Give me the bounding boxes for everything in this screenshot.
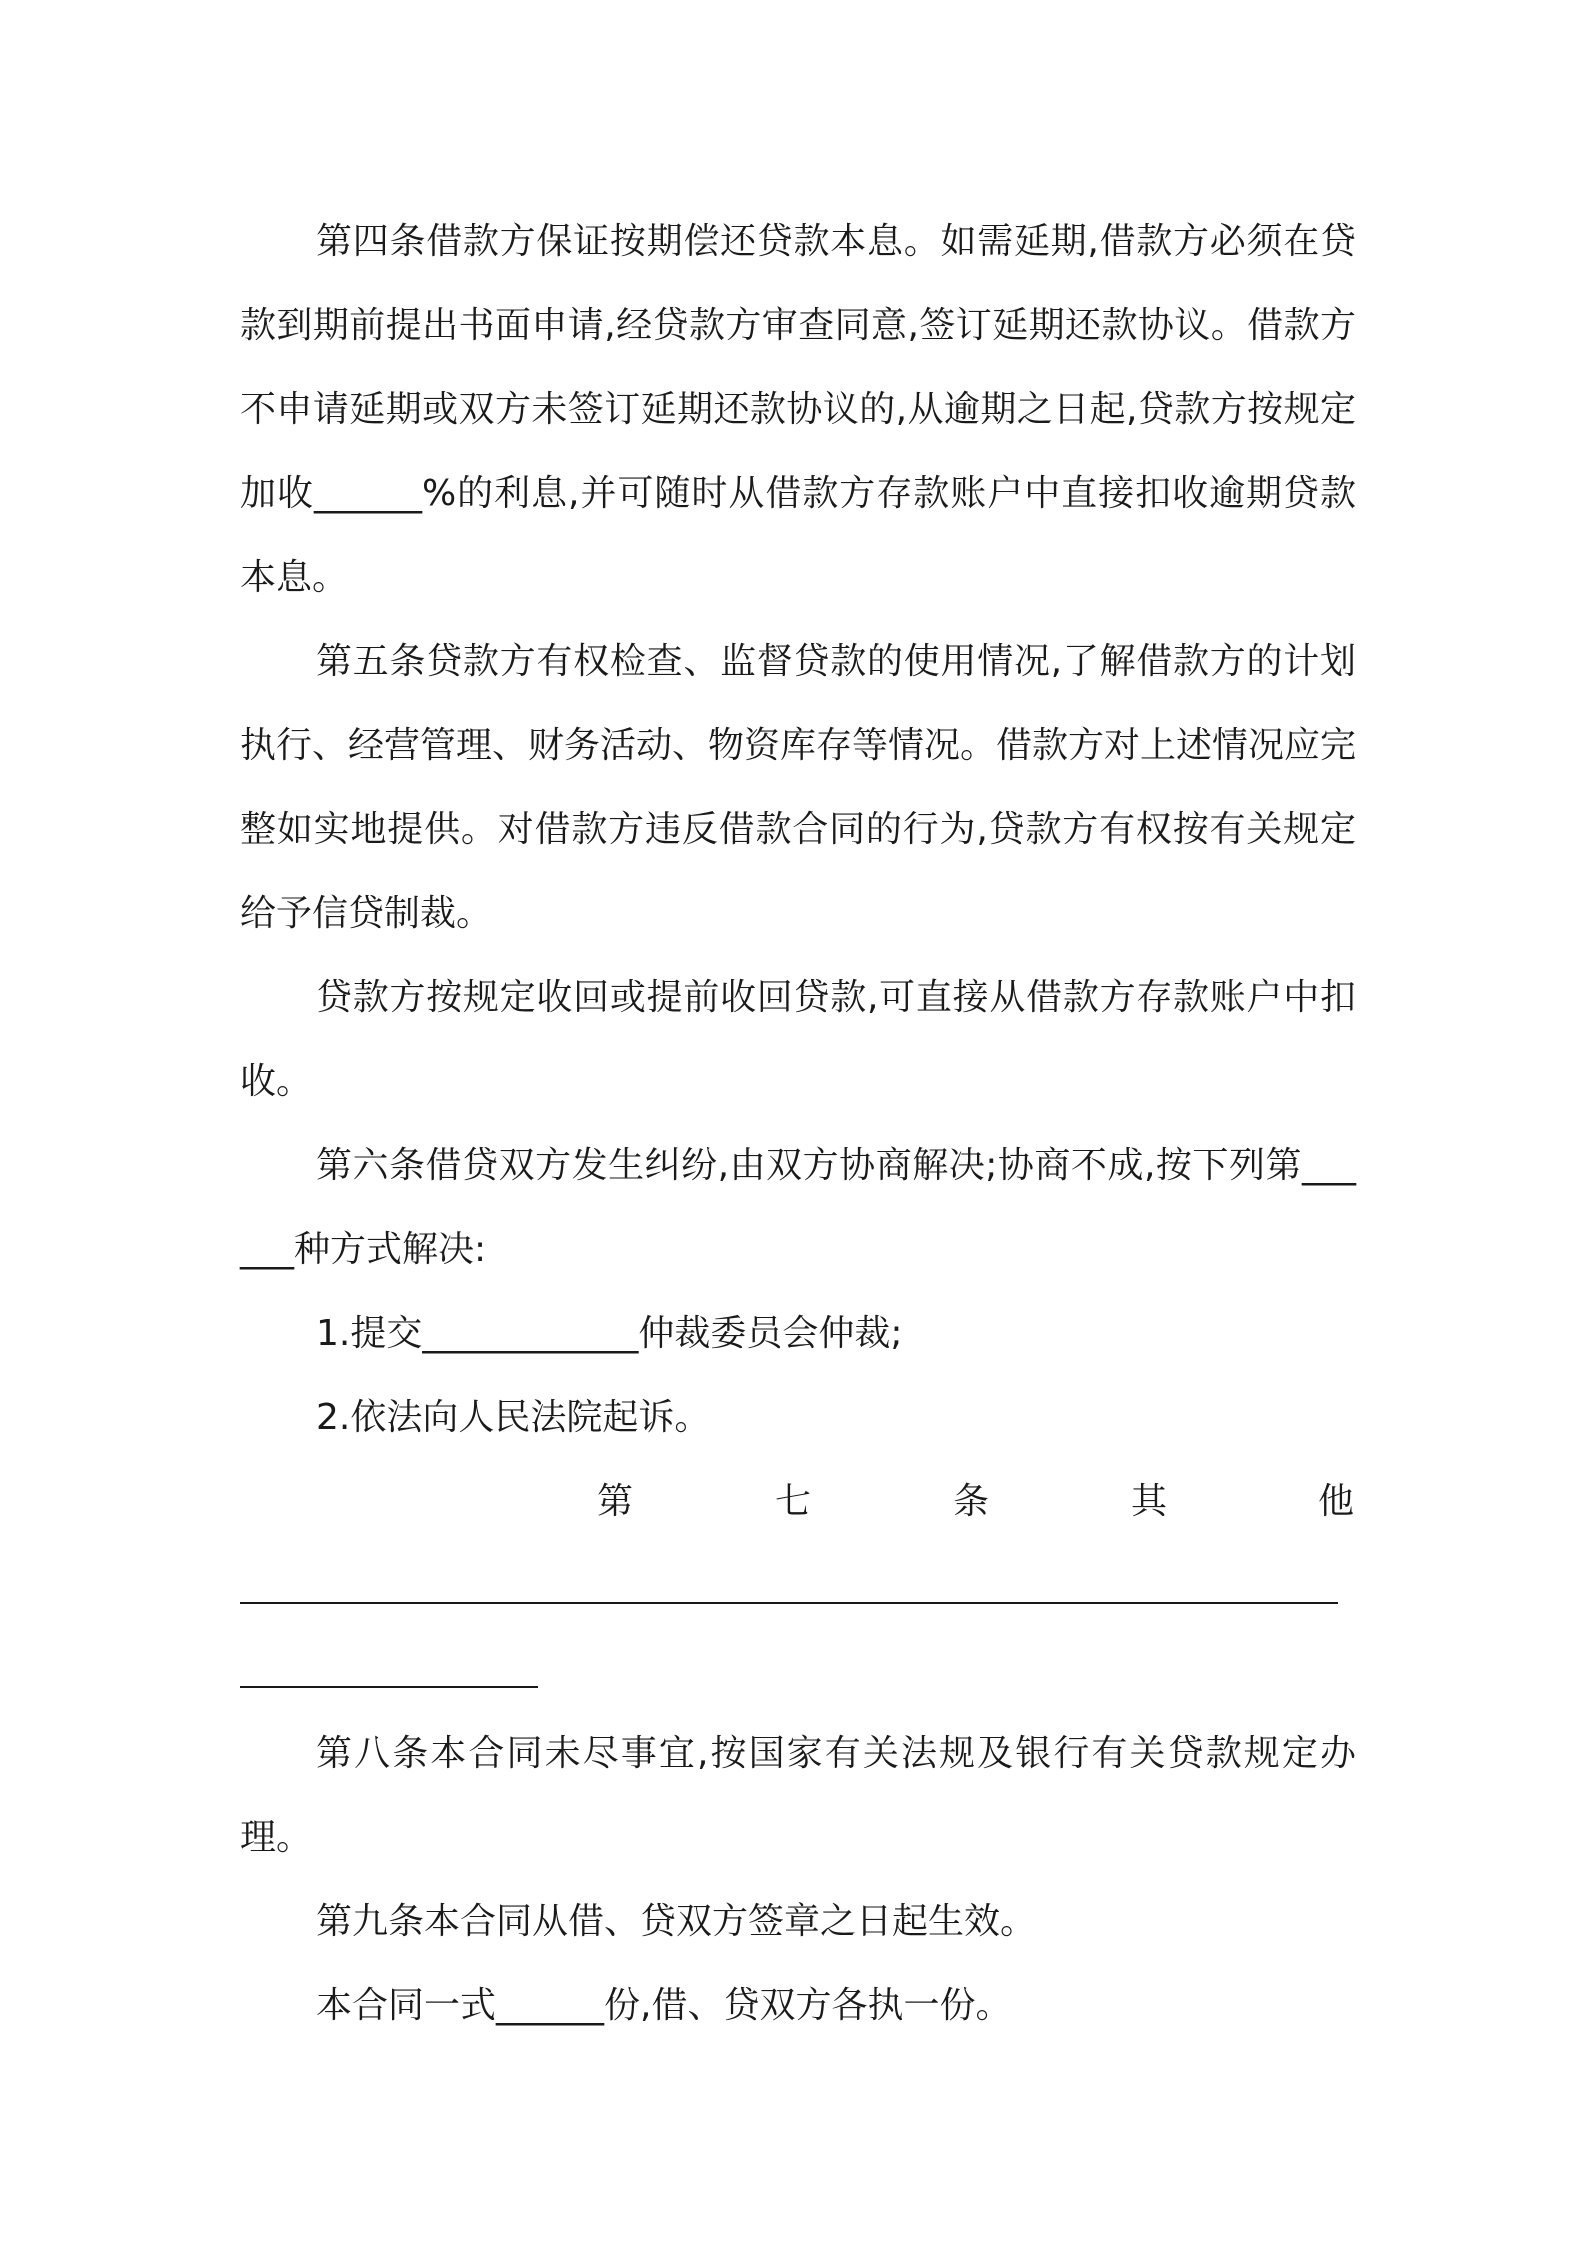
article-5-paragraph: 第五条贷款方有权检查、监督贷款的使用情况,了解借款方的计划执行、经营管理、财务活动、物资库存等情况。借款方对上述情况应完整如实地提供。对借款方违反借款合同的行为,贷款方有权按有关规定给予信贷制裁。 [240, 641, 1357, 934]
article-6-paragraph: 第六条借贷双方发生纠纷,由双方协商解决;协商不成,按下列第______种方式解决: [240, 1145, 1356, 1270]
article-4-paragraph: 第四条借款方保证按期偿还贷款本息。如需延期,借款方必须在贷款到期前提出书面申请,经贷款方审查同意,签订延期还款协议。借款方不申请延期或双方未签订延期还款协议的,从逾期之日起,贷款方按规定加收______%的利息,并可随时从借款方存款账户中直接扣收逾期贷款本息。 [240, 221, 1356, 598]
copies-paragraph: 本合同一式______份,借、贷双方各执一份。 [316, 1985, 1012, 2026]
article-7-char: 他 [1318, 1481, 1355, 1522]
litigation-option: 2.依法向人民法院起诉。 [316, 1397, 711, 1438]
underline-rule [240, 1686, 538, 1688]
article-7-char: 七 [775, 1481, 812, 1522]
underline-rule [240, 1602, 1338, 1604]
article-7-char: 其 [1131, 1481, 1168, 1522]
article-7-char: 第 [597, 1481, 634, 1522]
article-8-paragraph: 第八条本合同未尽事宜,按国家有关法规及银行有关贷款规定办理。 [240, 1733, 1356, 1858]
blank-line [240, 1628, 1356, 1712]
arbitration-option: 1.提交____________仲裁委员会仲裁; [316, 1313, 903, 1354]
loan-recovery-paragraph: 贷款方按规定收回或提前收回贷款,可直接从借款方存款账户中扣收。 [240, 977, 1356, 1102]
article-9-paragraph: 第九条本合同从借、贷双方签章之日起生效。 [316, 1901, 1037, 1942]
document-body [240, 200, 1356, 2048]
blank-line [240, 1544, 1356, 1628]
article-7-char: 条 [953, 1481, 990, 1522]
article-7-heading [240, 1460, 1356, 1544]
